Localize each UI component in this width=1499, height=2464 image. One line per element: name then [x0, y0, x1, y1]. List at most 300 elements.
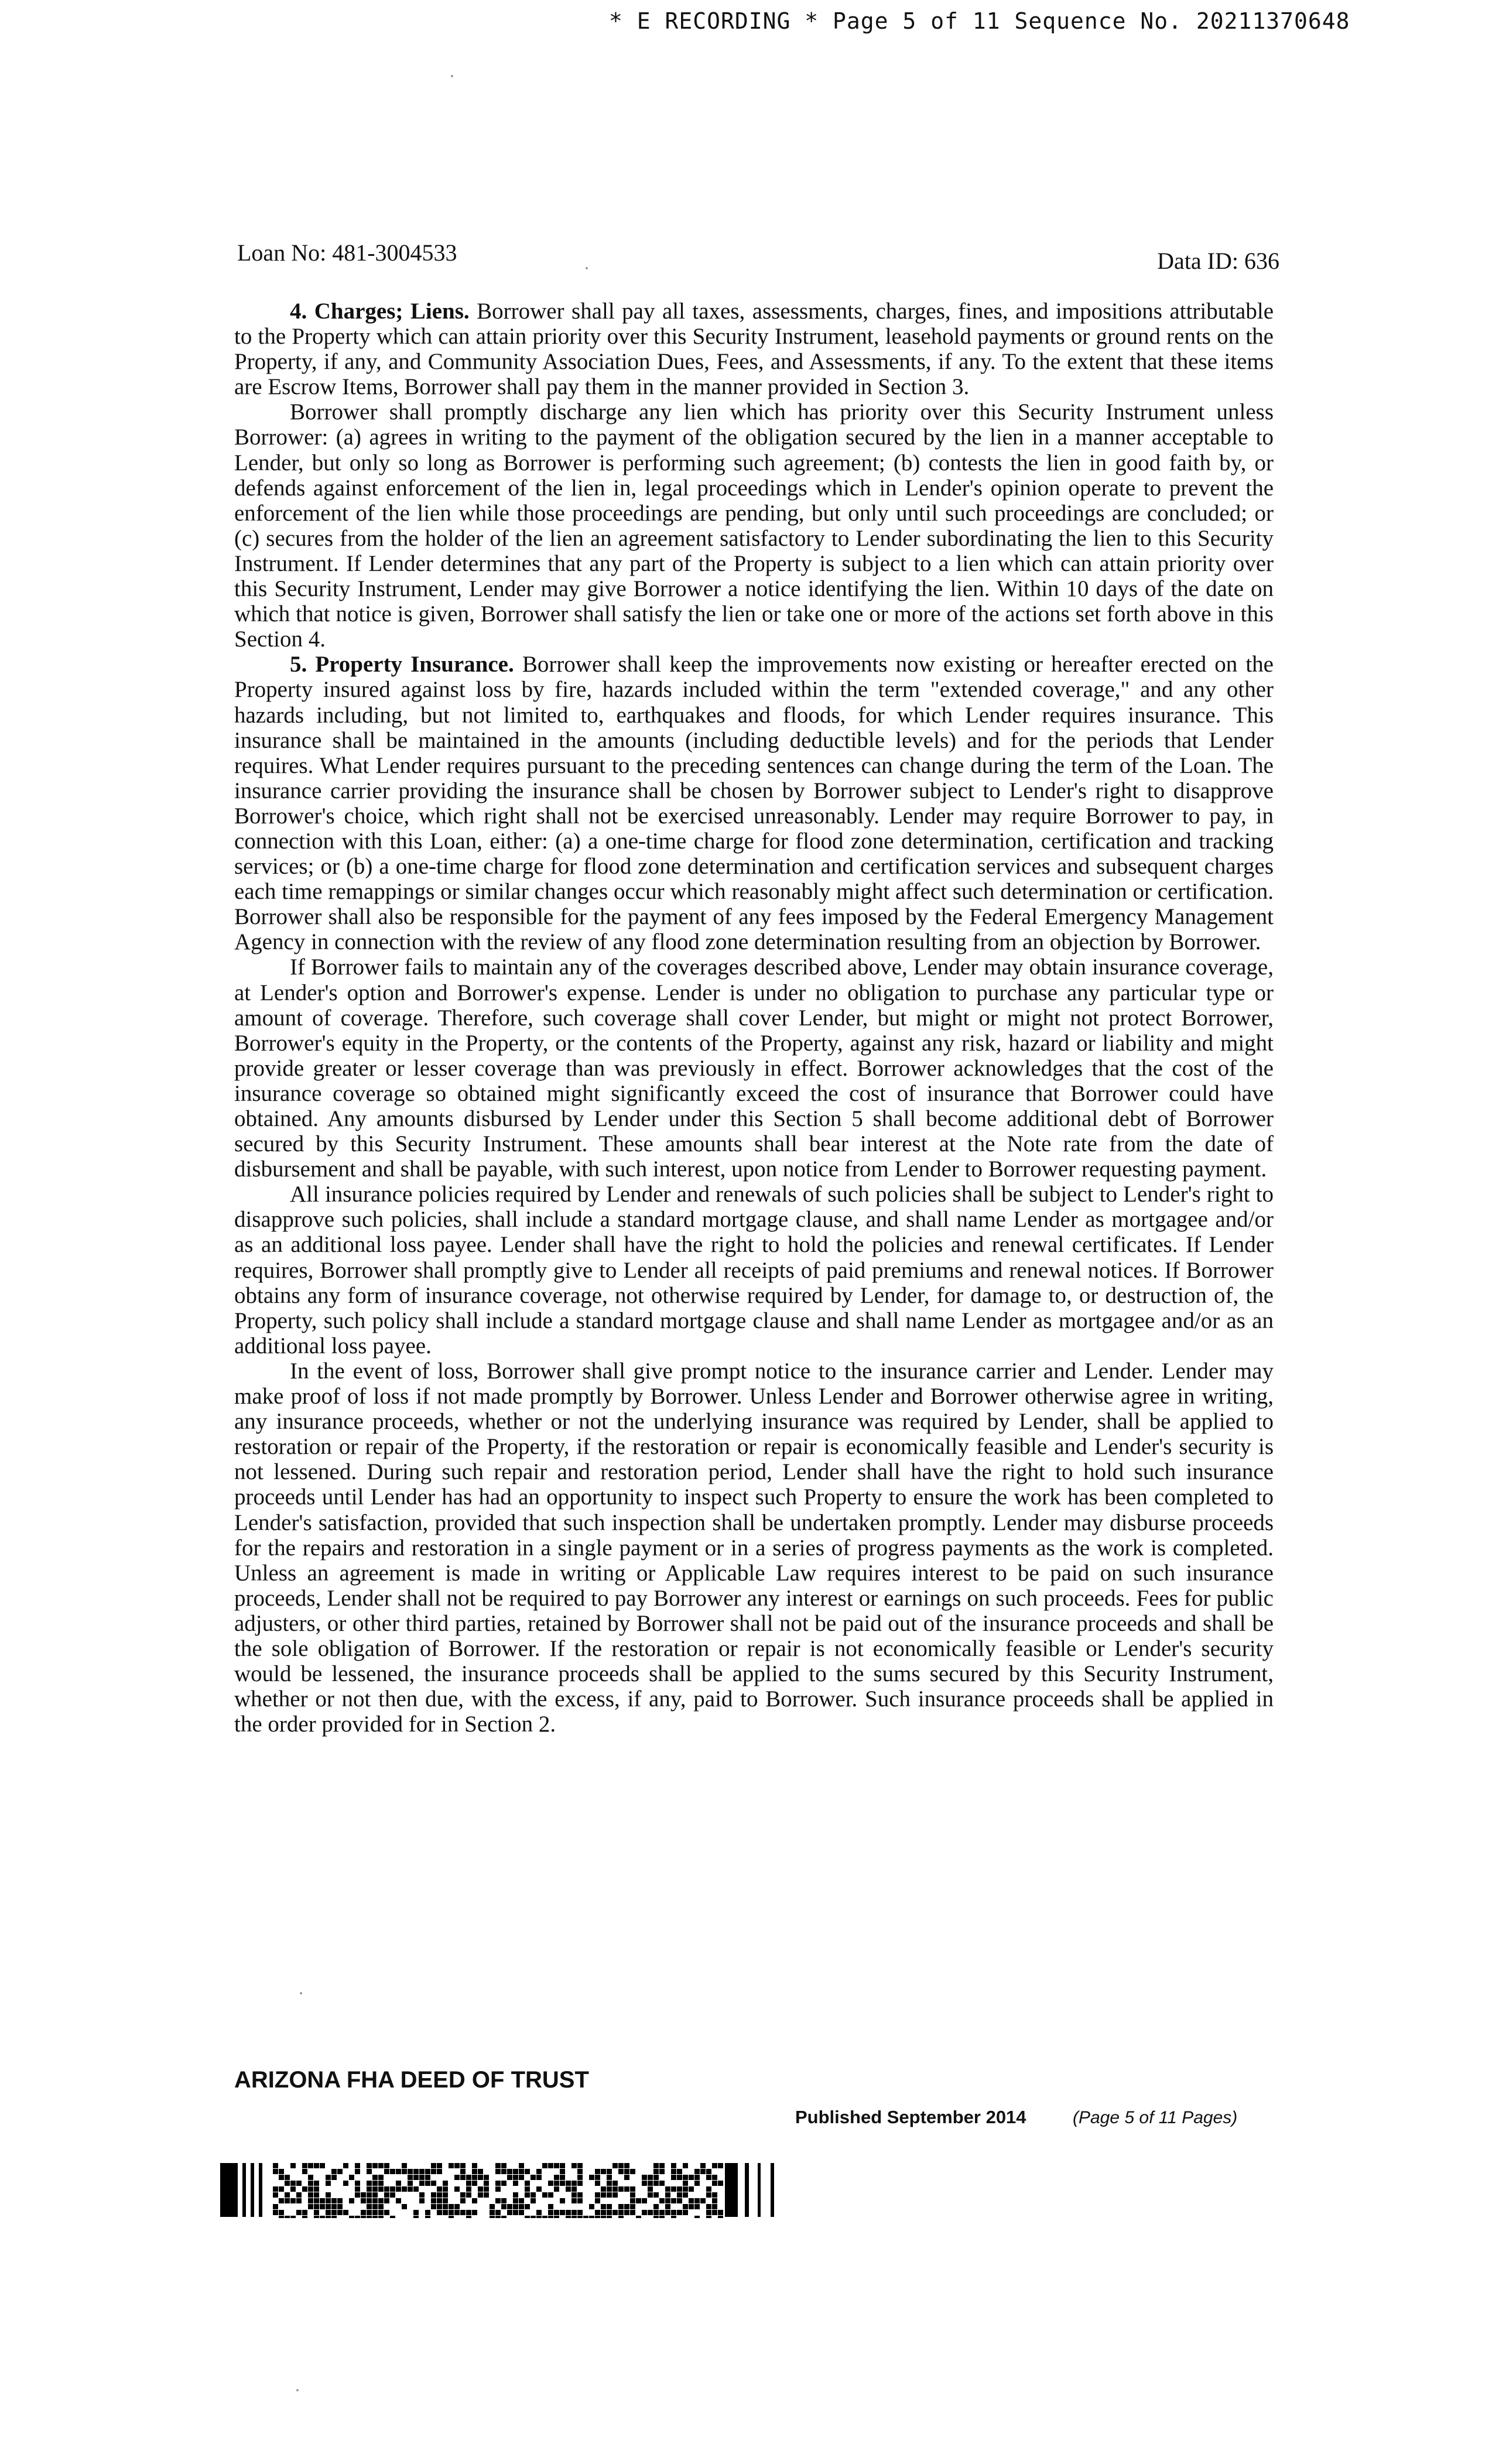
barcode-bar [314, 2216, 319, 2218]
barcode-bar [466, 2192, 471, 2198]
barcode-bar [601, 2169, 606, 2174]
barcode-bar [677, 2175, 682, 2180]
barcode-bar [525, 2192, 530, 2198]
form-title: ARIZONA FHA DEED OF TRUST [234, 2067, 589, 2093]
barcode-bar [671, 2198, 676, 2203]
barcode-bar [560, 2163, 565, 2168]
barcode-bar [671, 2216, 676, 2218]
barcode-bar [413, 2169, 419, 2174]
barcode-bar [683, 2175, 688, 2180]
barcode-bar [349, 2175, 354, 2180]
barcode-bar [653, 2210, 659, 2215]
barcode-bar [519, 2204, 524, 2209]
barcode-bar [384, 2192, 389, 2198]
barcode-bar [577, 2210, 583, 2215]
barcode-bar [454, 2175, 460, 2180]
barcode-bar [677, 2169, 682, 2174]
barcode-bar [589, 2204, 594, 2209]
barcode-bar [343, 2210, 348, 2215]
barcode-bar [671, 2163, 676, 2168]
barcode-bar [560, 2169, 565, 2174]
barcode-bar [665, 2210, 670, 2215]
barcode-bar [372, 2163, 378, 2168]
barcode-bar [531, 2198, 536, 2203]
barcode-bar [642, 2198, 647, 2203]
barcode-bar [648, 2210, 653, 2215]
barcode-bar [308, 2198, 313, 2203]
barcode-bar [607, 2186, 612, 2192]
barcode-bar [677, 2186, 682, 2192]
barcode-bar [624, 2210, 629, 2215]
barcode-bar [694, 2181, 700, 2186]
barcode-bar [490, 2204, 495, 2209]
barcode-bar [618, 2210, 624, 2215]
barcode-bar [659, 2181, 665, 2186]
barcode-bar [449, 2163, 454, 2168]
barcode-bar [542, 2192, 547, 2198]
barcode-bar [331, 2204, 337, 2209]
barcode-bar [694, 2198, 700, 2203]
section-5-number: 5. [290, 652, 307, 677]
barcode-bar [618, 2186, 624, 2192]
barcode-bar [466, 2181, 471, 2186]
barcode-bar [548, 2181, 553, 2186]
barcode-bar [607, 2192, 612, 2198]
barcode-bar [302, 2216, 307, 2218]
barcode-bar [285, 2181, 290, 2186]
barcode-bar [554, 2181, 559, 2186]
barcode-bar [718, 2210, 723, 2215]
barcode-bar [601, 2204, 606, 2209]
barcode-bar [384, 2210, 389, 2215]
loan-number [237, 239, 457, 266]
barcode-bar [536, 2210, 542, 2215]
barcode-bar [554, 2175, 559, 2180]
barcode-bar [419, 2169, 425, 2174]
barcode-bar [408, 2186, 413, 2192]
barcode-bar [554, 2210, 559, 2215]
barcode-bar [571, 2163, 577, 2168]
barcode-bar [384, 2169, 389, 2174]
barcode-bar [653, 2163, 659, 2168]
barcode-bar [601, 2210, 606, 2215]
barcode-bar [525, 2186, 530, 2192]
barcode-bar [700, 2198, 706, 2203]
barcode-bar [718, 2163, 723, 2168]
barcode-bar [665, 2192, 670, 2198]
barcode-bar [273, 2210, 278, 2215]
barcode-bar [706, 2192, 711, 2198]
barcode-bar [653, 2216, 659, 2218]
barcode-bar [396, 2169, 401, 2174]
barcode-bar [443, 2204, 448, 2209]
barcode-bar [367, 2169, 372, 2174]
barcode-bar [419, 2192, 425, 2198]
barcode-bar [320, 2163, 325, 2168]
barcode-bar [648, 2175, 653, 2180]
barcode-bar [659, 2169, 665, 2174]
barcode-bar [437, 2186, 442, 2192]
barcode-bar [653, 2169, 659, 2174]
barcode-bar [425, 2169, 430, 2174]
barcode-bar [419, 2175, 425, 2180]
barcode-bar [396, 2186, 401, 2192]
barcode-bar [355, 2163, 360, 2168]
section-5-paragraph-2: If Borrower fails to maintain any of the coverages described above, Lender may obtain insurance coverage, at Lender's option and Borrower's expense. Lender is under no obligation to purchase any particular type or amount of coverage. Therefore, such coverage shall cover Lender, but might or might not protect Borrower, Borrower's equity in the Property, or the contents of the Property, against any risk, hazard or liability and might provide greater or lesser coverage than was previously in effect. Borrower acknowledges that the cost of the insurance coverage so obtained might significantly exceed the cost of insurance that Borrower could have obtained. Any amounts disbursed by Lender under this Section 5 shall become additional debt of Borrower secured by this Security Instrument. These amounts shall bear interest at the Note rate from the date of disbursement and shall be payable, with such interest, upon notice from Lender to Borrower requesting payment. [234, 954, 1274, 1182]
section-4-paragraph-1 [234, 299, 1274, 399]
scan-speck [296, 2389, 299, 2391]
barcode-bar [361, 2216, 366, 2218]
barcode-bar [290, 2163, 296, 2168]
barcode-bar [577, 2192, 583, 2198]
barcode-bar [712, 2210, 717, 2215]
barcode-bar [513, 2181, 518, 2186]
barcode-bar [601, 2216, 606, 2218]
barcode-bar [484, 2175, 489, 2180]
barcode-bar [308, 2181, 313, 2186]
barcode-bar [525, 2181, 530, 2186]
barcode-bar [595, 2175, 600, 2180]
barcode-bar [548, 2216, 553, 2218]
barcode-bar [689, 2198, 694, 2203]
barcode-bar [314, 2210, 319, 2215]
barcode-bar [396, 2181, 401, 2186]
barcode-bar [378, 2210, 384, 2215]
barcode-bar [384, 2186, 389, 2192]
barcode-bar [507, 2204, 512, 2209]
barcode-bar [402, 2186, 407, 2192]
barcode-bar [343, 2163, 348, 2168]
barcode-bar [589, 2216, 594, 2218]
barcode-bar [595, 2192, 600, 2198]
barcode-bar [618, 2204, 624, 2209]
barcode-bar [601, 2192, 606, 2198]
barcode-bar [653, 2181, 659, 2186]
barcode-bar [326, 2192, 331, 2198]
barcode-bar [408, 2181, 413, 2186]
barcode-bar [560, 2198, 565, 2203]
barcode-bar [566, 2210, 571, 2215]
barcode-bar [507, 2175, 512, 2180]
scan-speck [451, 75, 453, 77]
data-id-value: 636 [1244, 248, 1279, 274]
barcode-bar [513, 2192, 518, 2198]
barcode-bar [390, 2186, 395, 2192]
barcode-bar [495, 2216, 501, 2218]
barcode-bar [296, 2192, 302, 2198]
barcode-bar [314, 2181, 319, 2186]
barcode-bar [624, 2204, 629, 2209]
barcode-bar [425, 2175, 430, 2180]
barcode-bar [513, 2204, 518, 2209]
barcode-bar [618, 2163, 624, 2168]
barcode-bar [694, 2175, 700, 2180]
page-count: (Page 5 of 11 Pages) [1073, 2108, 1238, 2127]
barcode-bar [273, 2192, 278, 2198]
barcode-bar [484, 2181, 489, 2186]
barcode-bar [507, 2169, 512, 2174]
barcode-bar [460, 2192, 466, 2198]
barcode-bar [706, 2175, 711, 2180]
barcode-bar [694, 2216, 700, 2218]
barcode-bar [349, 2198, 354, 2203]
barcode-bar [706, 2210, 711, 2215]
barcode-bar [449, 2204, 454, 2209]
section-5-text-1: Borrower shall keep the improvements now existing or hereafter erected on the Property insured against loss by fire, hazards included within the term "extended coverage," and any other hazards including, but not limited to, earthquakes and floods, for which Lender requires insurance. This insurance shall be maintained in the amounts (including deductible levels) and for the periods that Lender requires. What Lender requires pursuant to the preceding sentences can change during the term of the Loan. The insurance carrier providing the insurance shall be chosen by Borrower subject to Lender's right to disapprove Borrower's choice, which right shall not be exercised unreasonably. Lender may require Borrower to pay, in connection with this Loan, either: (a) a one-time charge for flood zone determination, certification and tracking services; or (b) a one-time charge for flood zone determination and certification services and subsequent charges each time remappings or similar changes occur which reasonably might affect such determination or certification. Borrower shall also be responsible for the payment of any fees imposed by the Federal Emergency Management Agency in connection with the review of any flood zone determination resulting from an objection by Borrower. [234, 652, 1274, 955]
barcode-bar [367, 2163, 372, 2168]
barcode-bar [659, 2198, 665, 2203]
barcode-bar [536, 2175, 542, 2180]
barcode-bar [531, 2192, 536, 2198]
barcode-bar [501, 2163, 506, 2168]
barcode-bar [384, 2163, 389, 2168]
barcode-bar [571, 2186, 577, 2192]
barcode-bar [425, 2181, 430, 2186]
barcode-bar [665, 2204, 670, 2209]
section-5-paragraph-1 [234, 652, 1274, 954]
barcode-bar [566, 2216, 571, 2218]
barcode-bar [653, 2175, 659, 2180]
barcode-bar [466, 2210, 471, 2215]
barcode-bar [607, 2181, 612, 2186]
barcode-bar [279, 2216, 284, 2218]
barcode-bar [683, 2186, 688, 2192]
barcode-bar [320, 2216, 325, 2218]
barcode-bar [331, 2169, 337, 2174]
barcode-bar [372, 2186, 378, 2192]
section-4-paragraph-2: Borrower shall promptly discharge any lien which has priority over this Security Instrument unless Borrower: (a) agrees in writing to the payment of the obligation secured by the lien in a manner acceptable to Lender, but only so long as Borrower is performing such agreement; (b) contests the lien in good faith by, or defends against enforcement of the lien in, legal proceedings which in Lender's opinion operate to prevent the enforcement of the lien while those proceedings are pending, but only until such proceedings are concluded; or (c) secures from the holder of the lien an agreement satisfactory to Lender subordinating the lien to this Security Instrument. If Lender determines that any part of the Property is subject to a lien which can attain priority over this Security Instrument, Lender may give Borrower a notice identifying the lien. Within 10 days of the date on which that notice is given, Borrower shall satisfy the lien or take one or more of the actions set forth above in this Section 4. [234, 399, 1274, 652]
barcode-bar [495, 2198, 501, 2203]
barcode-bar [402, 2163, 407, 2168]
barcode-bar [355, 2169, 360, 2174]
barcode-bar [472, 2210, 477, 2215]
barcode-bar [495, 2169, 501, 2174]
barcode-bar [273, 2169, 278, 2174]
barcode-bar [331, 2198, 337, 2203]
barcode-bar [378, 2198, 384, 2203]
barcode-bar [607, 2210, 612, 2215]
barcode-bar [507, 2210, 512, 2215]
barcode-bar [501, 2169, 506, 2174]
barcode-bar [577, 2169, 583, 2174]
barcode-bar [560, 2210, 565, 2215]
barcode-bar [472, 2175, 477, 2180]
barcode-bar [548, 2192, 553, 2198]
barcode-bar [296, 2198, 302, 2203]
barcode-bar [495, 2181, 501, 2186]
barcode-bar [536, 2216, 542, 2218]
barcode-bar [689, 2186, 694, 2192]
barcode-bar [601, 2186, 606, 2192]
section-5-heading: Property Insurance. [315, 652, 514, 677]
barcode-bar [331, 2210, 337, 2215]
barcode-bar [659, 2216, 665, 2218]
barcode-bar [413, 2175, 419, 2180]
barcode-bar [536, 2186, 542, 2192]
section-5-paragraph-3: All insurance policies required by Lender and renewals of such policies shall be subject to Lender's right to disapprove such policies, shall include a standard mortgage clause, and shall name Lender as mortgagee and/or as an additional loss payee. Lender shall have the right to hold the policies and renewal certificates. If Lender requires, Borrower shall promptly give to Lender all receipts of paid premiums and renewal notices. If Borrower obtains any form of insurance coverage, not otherwise required by Lender, for damage to, or destruction of, the Property, such policy shall include a standard mortgage clause and shall name Lender as mortgagee and/or as an additional loss payee. [234, 1182, 1274, 1358]
barcode-bar [577, 2198, 583, 2203]
barcode-bar [495, 2163, 501, 2168]
barcode-bar [326, 2204, 331, 2209]
barcode-bar [683, 2192, 688, 2198]
barcode-bar [501, 2204, 506, 2209]
barcode-bar [285, 2216, 290, 2218]
barcode-bar [367, 2181, 372, 2186]
barcode-bar [571, 2192, 577, 2198]
barcode-bar [548, 2163, 553, 2168]
barcode-bar [326, 2181, 331, 2186]
barcode-bar [378, 2175, 384, 2180]
barcode-bar [273, 2204, 278, 2209]
barcode-bar [665, 2186, 670, 2192]
barcode-bar [683, 2204, 688, 2209]
barcode-bar [367, 2216, 372, 2218]
barcode-bar [378, 2186, 384, 2192]
barcode-bar [712, 2175, 717, 2180]
barcode-bar [290, 2186, 296, 2192]
barcode-bar [308, 2204, 313, 2209]
barcode-bar [443, 2192, 448, 2198]
barcode-bar [279, 2186, 284, 2192]
barcode-bar [361, 2210, 366, 2215]
barcode-bar [495, 2210, 501, 2215]
barcode-bar [472, 2163, 477, 2168]
barcode-bar [560, 2181, 565, 2186]
barcode-bar [659, 2210, 665, 2215]
barcode-bar [431, 2204, 436, 2209]
barcode-bar [607, 2204, 612, 2209]
barcode-bar [712, 2204, 717, 2209]
barcode-bar [607, 2216, 612, 2218]
barcode-bar [612, 2163, 618, 2168]
barcode-bar [279, 2169, 284, 2174]
barcode-bar [706, 2186, 711, 2192]
barcode-bar [367, 2192, 372, 2198]
barcode-bar [706, 2216, 711, 2218]
barcode-bar [501, 2181, 506, 2186]
barcode-bar [694, 2204, 700, 2209]
barcode-bar [337, 2204, 343, 2209]
barcode-bar [595, 2198, 600, 2203]
barcode-bar [706, 2169, 711, 2174]
barcode-bar [642, 2175, 647, 2180]
barcode-bar [378, 2181, 384, 2186]
document-body [234, 299, 1274, 1737]
barcode-bar [525, 2169, 530, 2174]
barcode-bar [689, 2204, 694, 2209]
barcode-bar [571, 2181, 577, 2186]
barcode-bar [624, 2163, 629, 2168]
barcode-bar [624, 2186, 629, 2192]
barcode-bar [513, 2210, 518, 2215]
barcode-bar [700, 2163, 706, 2168]
barcode-bar [296, 2210, 302, 2215]
barcode-bar [560, 2175, 565, 2180]
section-5-paragraph-4: In the event of loss, Borrower shall give prompt notice to the insurance carrier and Lender. Lender may make proof of loss if not made promptly by Borrower. Unless Lender and Borrower otherwise agree in writing, any insurance proceeds, whether or not the underlying insurance was required by Lender, shall be applied to restoration or repair of the Property, if the restoration or repair is economically feasible and Lender's security is not lessened. During such repair and restoration period, Lender shall have the right to hold such insurance proceeds until Lender has had an opportunity to inspect such Property to ensure the work has been completed to Lender's satisfaction, provided that such inspection shall be undertaken promptly. Lender may disburse proceeds for the repairs and restoration in a single payment or in a series of progress payments as the work is completed. Unless an agreement is made in writing or Applicable Law requires interest to be paid on such insurance proceeds, Lender shall not be required to pay Borrower any interest or earnings on such proceeds. Fees for public adjusters, or other third parties, retained by Borrower shall not be paid out of the insurance proceeds and shall be the sole obligation of Borrower. If the restoration or repair is not economically feasible or Lender's security would be lessened, the insurance proceeds shall be applied to the sums secured by this Security Instrument, whether or not then due, with the excess, if any, paid to Borrower. Such insurance proceeds shall be applied in the order provided for in Section 2. [234, 1358, 1274, 1737]
barcode-bar [372, 2198, 378, 2203]
barcode-bar [519, 2198, 524, 2203]
barcode-bar [612, 2181, 618, 2186]
barcode-bar [618, 2169, 624, 2174]
barcode-bar [326, 2210, 331, 2215]
data-id-label: Data ID: [1157, 248, 1238, 274]
barcode-bar [612, 2192, 618, 2198]
barcode-bar [449, 2210, 454, 2215]
barcode-bar [308, 2163, 313, 2168]
barcode-bar [367, 2204, 372, 2209]
barcode-bar [712, 2192, 717, 2198]
barcode-bar [689, 2175, 694, 2180]
barcode-bar [583, 2216, 588, 2218]
barcode-bar [413, 2210, 419, 2215]
barcode-bar [648, 2186, 653, 2192]
barcode-bar [331, 2175, 337, 2180]
barcode-bar [548, 2210, 553, 2215]
barcode-bar [700, 2169, 706, 2174]
barcode-bar [372, 2181, 378, 2186]
barcode-bar [361, 2192, 366, 2198]
barcode-bar [279, 2210, 284, 2215]
barcode-bar [571, 2198, 577, 2203]
barcode-bar [273, 2163, 278, 2168]
barcode-bar [355, 2192, 360, 2198]
barcode-bar [437, 2198, 442, 2203]
barcode-bar [683, 2163, 688, 2168]
barcode-bar [671, 2175, 676, 2180]
barcode-bar [460, 2169, 466, 2174]
barcode-bar [449, 2216, 454, 2218]
barcode-bar [402, 2204, 407, 2209]
barcode-bar [472, 2198, 477, 2203]
barcode-bar [454, 2204, 460, 2209]
barcode-bar [566, 2181, 571, 2186]
barcode-bar [431, 2169, 436, 2174]
barcode-bar [408, 2169, 413, 2174]
barcode-bar [630, 2210, 635, 2215]
barcode-bar [290, 2216, 296, 2218]
barcode-bar [513, 2169, 518, 2174]
barcode-bar [279, 2198, 284, 2203]
barcode-bar [285, 2192, 290, 2198]
barcode-bar [372, 2175, 378, 2180]
barcode-bar [677, 2198, 682, 2203]
barcode-bar [337, 2210, 343, 2215]
barcode-bar [466, 2175, 471, 2180]
barcode-bar [431, 2192, 436, 2198]
barcode-bar [367, 2198, 372, 2203]
barcode-bar [642, 2210, 647, 2215]
barcode-bar [349, 2216, 354, 2218]
barcode-bar [554, 2163, 559, 2168]
barcode-bar [519, 2169, 524, 2174]
barcode-bar [326, 2198, 331, 2203]
barcode-bar [618, 2216, 624, 2218]
barcode-bar [460, 2198, 466, 2203]
barcode-bar [745, 2163, 749, 2217]
scan-speck [300, 1992, 302, 1994]
data-id [1157, 247, 1279, 275]
barcode-bar [367, 2186, 372, 2192]
loan-number-value: 481-3004533 [332, 239, 457, 266]
barcode-bar [554, 2186, 559, 2192]
barcode-bar [712, 2181, 717, 2186]
barcode-bar [571, 2216, 577, 2218]
barcode-bar [302, 2210, 307, 2215]
barcode-bar [642, 2181, 647, 2186]
barcode-bar [419, 2198, 425, 2203]
barcode-bar [577, 2216, 583, 2218]
barcode-bar [630, 2198, 635, 2203]
